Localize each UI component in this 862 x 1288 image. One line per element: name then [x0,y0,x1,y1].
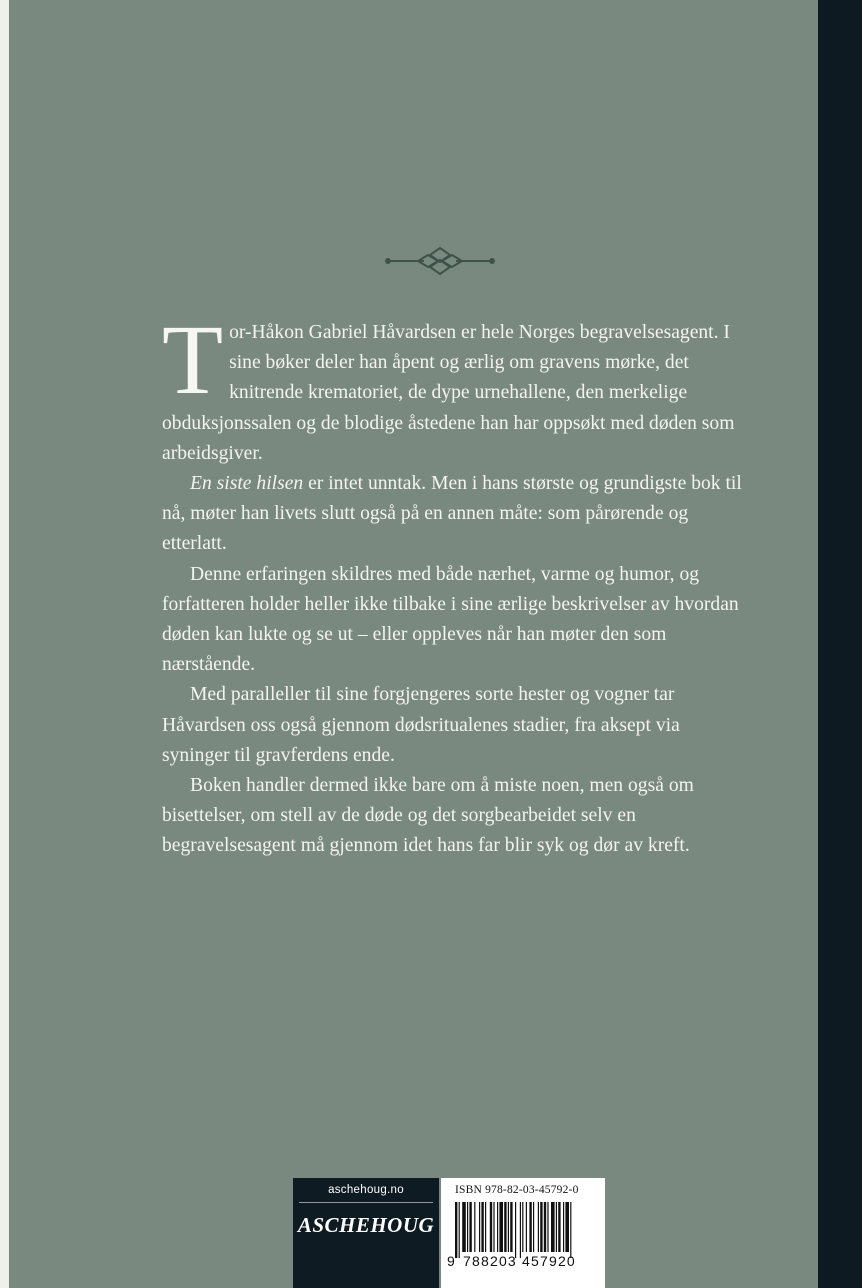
barcode-bar [540,1202,542,1252]
barcode-bar [544,1202,546,1252]
blurb-paragraph-5: Boken handler dermed ikke bare om å miste noen, men også om bisettelser, om stell av de døde og det sorgbearbeidet selv en begravelsesagent må gjennom idet hans far blir syk og dør av kreft. [162,775,694,857]
publisher-logo: ASCHEHOUG [297,1213,435,1237]
barcode-bar [563,1202,564,1252]
barcode-first-digit: 9 [447,1253,455,1269]
barcode-bar [510,1202,512,1252]
barcode-digits: 788203 457920 [463,1253,576,1269]
publisher-url: aschehoug.no [328,1184,404,1196]
barcode-bar [455,1202,457,1258]
barcode-bar [479,1202,480,1252]
barcode-bar [462,1202,466,1252]
blurb-paragraph-1-text: or-Håkon Gabriel Håvardsen er hele Norges begravelsesagent. I sine bøker deler han åpent og ærlig om gravens mørke, det knitrende krematoriet, de dype urnehallene, den merkelige obduksjonssalen og de blodige åstedene han har oppsøkt med døden som arbeidsgiver. [162,322,735,464]
barcode-bar [533,1202,534,1252]
barcode-bar [526,1202,527,1252]
publisher-divider [299,1202,433,1203]
book-spine [818,0,862,1288]
barcode-bar [474,1202,475,1252]
book-title-italic: En siste hilsen [190,473,304,495]
isbn-label: ISBN 978-82-03-45792-0 [455,1184,579,1196]
barcode-icon [441,1178,605,1288]
publisher-box [293,1178,439,1288]
left-edge-strip [0,0,9,1288]
barcode-bar [558,1202,560,1252]
back-cover-blurb [162,304,752,862]
barcode-bar [515,1202,516,1258]
barcode-bar [556,1202,557,1252]
barcode-bar [469,1202,471,1252]
barcode-bar [467,1202,468,1252]
barcode-bar [520,1202,521,1258]
blurb-paragraph-2 [162,469,752,560]
barcode-bar [485,1202,486,1252]
barcode-bar [547,1202,548,1252]
barcode-bar [481,1202,483,1252]
drop-cap: T [162,304,224,415]
barcode-bar [490,1202,492,1252]
barcode-bar [504,1202,506,1252]
diamond-knot-ornament-icon [384,244,496,278]
barcode-bar [565,1202,569,1252]
barcode-bar [551,1202,555,1252]
barcode-bar [508,1202,509,1252]
barcode-bar [538,1202,539,1252]
barcode-bar [522,1202,523,1252]
blurb-paragraph-2-text: er intet unntak. Men i hans største og grundigste bok til nå, møter han livets slutt også på en annen måte: som pårørende og etterlatt. [162,473,742,555]
barcode-bar [497,1202,498,1252]
blurb-paragraph-3: Denne erfaringen skildres med både nærhet, varme og humor, og forfatteren holder heller ikke tilbake i sine ærlige beskrivelser av hvordan døden kan lukte og se ut – eller oppleves når han møter den som nærstående. [162,563,739,676]
barcode-bar [499,1202,503,1252]
barcode-bar [529,1202,531,1252]
barcode-bar [493,1202,494,1252]
barcode-bar [570,1202,571,1258]
blurb-paragraph-4: Med paralleller til sine forgjengeres sorte hester og vogner tar Håvardsen oss også gjennom dødsritualenes stadier, fra aksept via syninger til gravferdens ende. [162,684,680,766]
blurb-paragraph-1 [162,304,752,469]
barcode-bar [459,1202,460,1258]
isbn-barcode-box [441,1178,605,1288]
